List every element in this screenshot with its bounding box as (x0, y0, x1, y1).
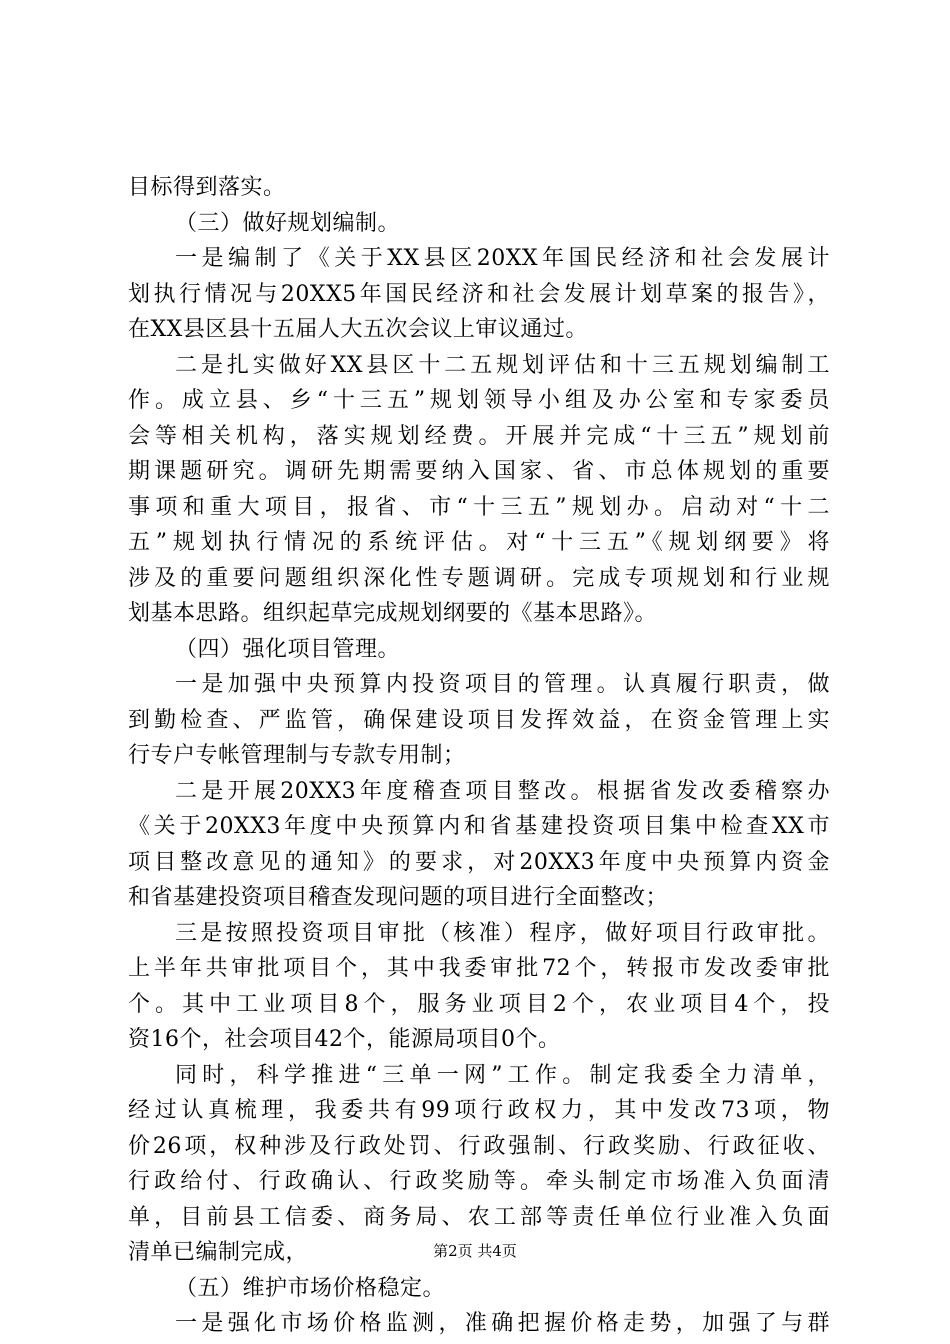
text-line: 到勤检查、严监管，确保建设项目发挥效益，在资金管理上实 (128, 707, 830, 733)
text-line: 清单已编制完成， (128, 1240, 309, 1265)
text-line: 价26项，权种涉及行政处罚、行政强制、行政奖励、行政征收、 (128, 1133, 830, 1159)
text-line: 和省基建投资项目稽查发现问题的项目进行全面整改； (128, 885, 669, 910)
text-line: 行政给付、行政确认、行政奖励等。牵头制定市场准入负面清 (128, 1169, 830, 1194)
page-footer: 第2页 共4页 (433, 1242, 517, 1260)
text-line: 一是加强中央预算内投资项目的管理。认真履行职责，做 (175, 672, 830, 697)
text-line: 一是强化市场价格监测，准确把握价格走势，加强了与群 (175, 1311, 830, 1336)
text-line: 目标得到落实。 (128, 175, 286, 200)
text-line: 涉及的重要问题组织深化性专题调研。完成专项规划和行业规 (128, 565, 830, 591)
text-line: 行专户专帐管理制与专款专用制； (128, 743, 466, 768)
text-line: 在XX县区县十五届人大五次会议上审议通过。 (128, 317, 588, 342)
text-line: 资16个，社会项目42个，能源局项目0个。 (128, 1027, 561, 1052)
section-heading: （五）维护市场价格稳定。 (175, 1275, 446, 1301)
text-line: 划执行情况与20XX5年国民经济和社会发展计划草案的报告》， (128, 281, 830, 307)
text-line: 期课题研究。调研先期需要纳入国家、省、市总体规划的重要 (128, 459, 830, 484)
text-line: 《关于20XX3年度中央预算内和省基建投资项目集中检查XX市 (128, 814, 830, 839)
text-line: 同时，科学推进“三单一网”工作。制定我委全力清单， (175, 1062, 830, 1088)
text-line: 五”规划执行情况的系统评估。对“十三五”《规划纲要》将 (128, 530, 830, 555)
text-line: 二是开展20XX3年度稽查项目整改。根据省发改委稽察办 (175, 778, 830, 804)
text-line: 二是扎实做好XX县区十二五规划评估和十三五规划编制工 (175, 352, 830, 378)
section-heading: （四）强化项目管理。 (175, 636, 401, 662)
text-line: 个。其中工业项目8个，服务业项目2个，农业项目4个，投 (128, 991, 830, 1017)
text-line: 单，目前县工信委、商务局、农工部等责任单位行业准入负面 (128, 1204, 830, 1230)
document-body (128, 170, 830, 1342)
text-line: 一是编制了《关于XX县区20XX年国民经济和社会发展计 (175, 246, 830, 271)
section-heading: （三）做好规划编制。 (175, 210, 401, 236)
text-line: 项目整改意见的通知》的要求，对20XX3年度中央预算内资金 (128, 849, 830, 875)
text-line: 经过认真梳理，我委共有99项行政权力，其中发改73项，物 (128, 1098, 830, 1123)
text-line: 上半年共审批项目个，其中我委审批72个，转报市发改委审批 (128, 956, 830, 981)
text-line: 三是按照投资项目审批（核准）程序，做好项目行政审批。 (175, 920, 830, 946)
text-line: 会等相关机构，落实规划经费。开展并完成“十三五”规划前 (128, 423, 830, 449)
text-line: 事项和重大项目，报省、市“十三五”规划办。启动对“十二 (128, 494, 830, 520)
text-line: 作。成立县、乡“十三五”规划领导小组及办公室和专家委员 (128, 388, 830, 413)
text-line: 划基本思路。组织起草完成规划纲要的《基本思路》。 (128, 601, 658, 626)
